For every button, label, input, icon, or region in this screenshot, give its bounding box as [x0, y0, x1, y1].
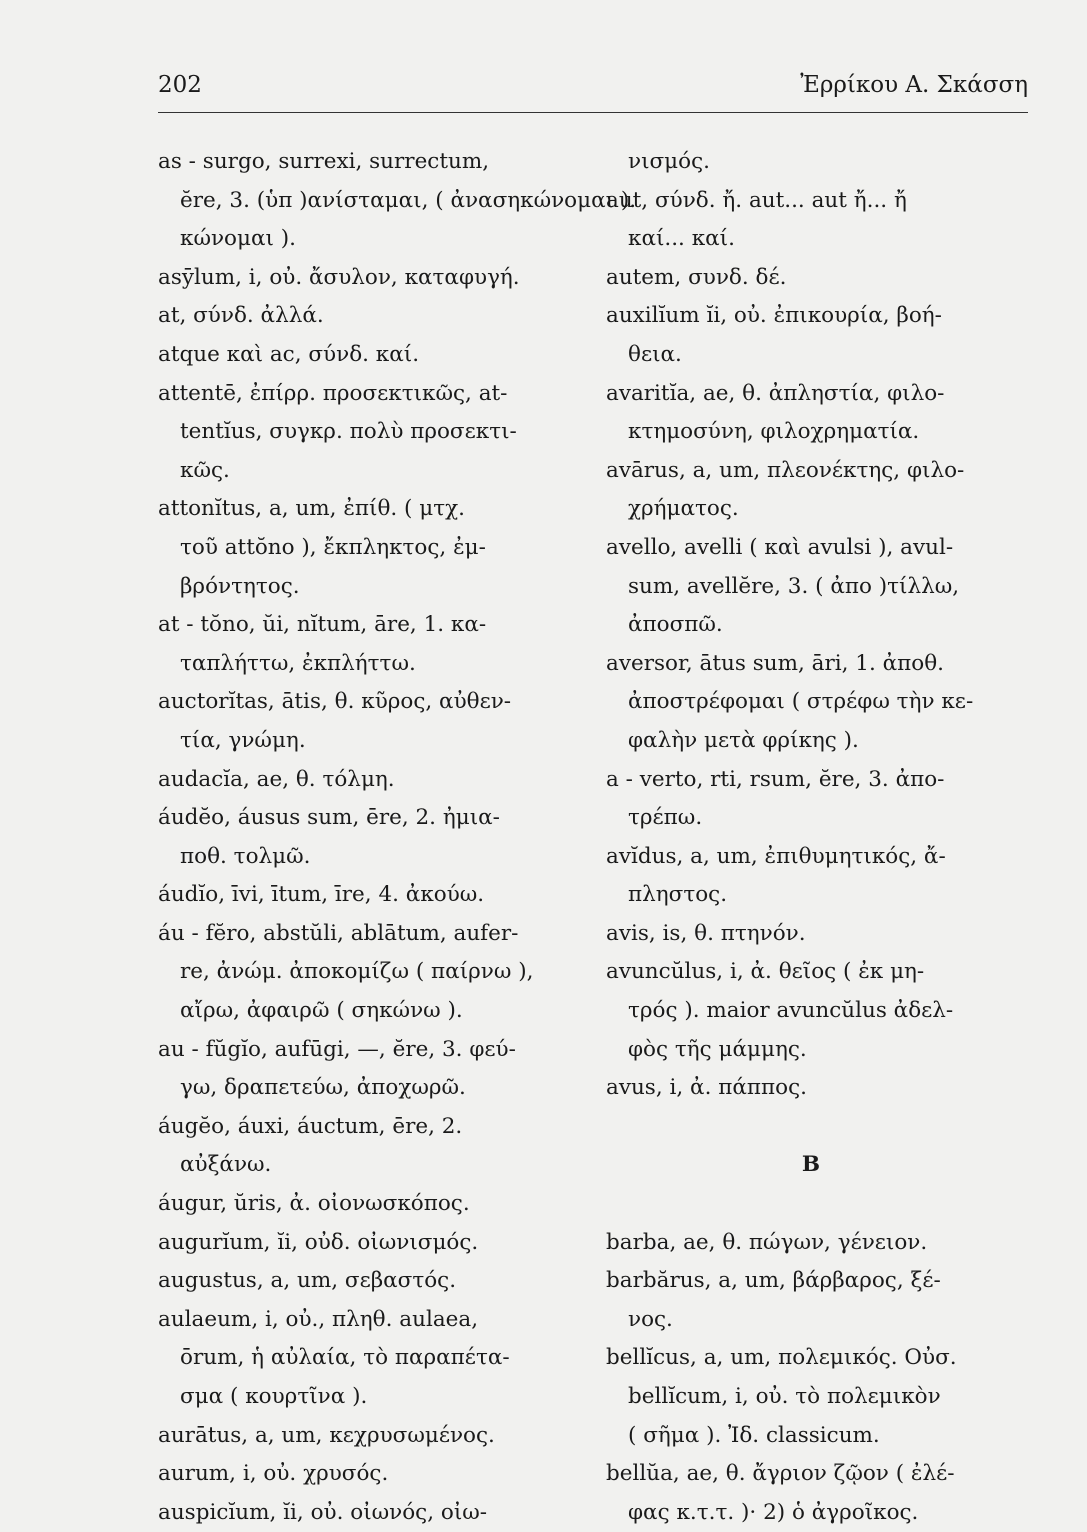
entry-line: aut, σύνδ. ἤ. aut... aut ἤ... ἤ	[606, 187, 907, 213]
right-column	[606, 143, 1026, 1532]
entry-line: bellĭcum, i, οὐ. τὸ πολεμικὸν	[628, 1384, 941, 1409]
entry-line: aversor, ātus sum, āri, 1. ἀποθ.	[606, 650, 944, 676]
entry-line: τία, γνώμη.	[180, 727, 306, 753]
entry-line	[606, 1185, 1026, 1224]
entry-line: barba, ae, θ. πώγων, γένειον.	[606, 1229, 928, 1255]
entry-line: augustus, a, um, σεβαστός.	[158, 1268, 457, 1294]
entry-line: αἴρω, ἀφαιρῶ ( σηκώνω ).	[180, 998, 463, 1024]
section-letter: B	[801, 1152, 821, 1178]
entry-line: γω, δραπετεύω, ἀποχωρῶ.	[180, 1075, 466, 1101]
entry-line: áudĕo, áusus sum, ēre, 2. ἠμια-	[158, 805, 500, 831]
entry-line: τοῦ attŏno ), ἔκπληκτος, ἐμ-	[180, 534, 486, 560]
entry-line: χρήματος.	[628, 496, 739, 522]
entry-line: φαλὴν μετὰ φρίκης ).	[628, 727, 859, 753]
entry-line: autem, συνδ. δέ.	[606, 264, 787, 290]
entry-line: at - tŏno, ŭi, nĭtum, āre, 1. κα-	[158, 612, 487, 638]
entry-line: aurātus, a, um, κεχρυσωμένος.	[158, 1422, 495, 1448]
entry-line: avello, avelli ( καὶ avulsi ), avul-	[606, 534, 954, 560]
left-column	[158, 143, 637, 1532]
entry-line: ĕre, 3. (ὑπ )ανίσταμαι, ( ἀνασηκώνομαι ).	[180, 187, 637, 213]
entry-line: tentĭus, συγκρ. πολὺ προσεκτι-	[180, 419, 517, 445]
entry-line: τρέπω.	[628, 805, 703, 831]
entry-line: avus, i, ἀ. πάππος.	[606, 1075, 807, 1101]
entry-line: bellŭa, ae, θ. ἄγριον ζῷον ( ἐλέ-	[606, 1461, 955, 1487]
entry-line: ποθ. τολμῶ.	[180, 843, 311, 869]
entry-line: áugĕo, áuxi, áuctum, ēre, 2.	[158, 1113, 463, 1139]
page-number: 202	[158, 72, 202, 98]
entry-line: aurum, i, οὐ. χρυσός.	[158, 1461, 389, 1487]
entry-line: auctorĭtas, ātis, θ. κῦρος, αὐθεν-	[158, 689, 512, 715]
entry-line: attonĭtus, a, um, ἐπίθ. ( μτχ.	[158, 496, 466, 522]
entry-line: ōrum, ἡ αὐλαία, τὸ παραπέτα-	[180, 1345, 510, 1371]
entry-line: ἀποσπῶ.	[628, 612, 723, 638]
entry-line: avĭdus, a, um, ἐπιθυμητικός, ἄ-	[606, 843, 946, 869]
entry-line: ἀποστρέφομαι ( στρέφω τὴν κε-	[628, 689, 974, 715]
entry-line: φας κ.τ.τ. )· 2) ὁ ἀγροῖκος.	[628, 1499, 919, 1525]
page-header	[158, 72, 1028, 113]
entry-line: avis, is, θ. πτηνόν.	[606, 920, 806, 946]
entry-line: ταπλήττω, ἐκπλήττω.	[180, 650, 416, 676]
entry-line: aulaeum, i, οὐ., πληθ. aulaea,	[158, 1306, 479, 1332]
entry-line: áugur, ŭris, ἀ. οἰονωσκόπος.	[158, 1191, 470, 1217]
entry-line: áu - fĕro, abstŭli, ablātum, aufer-	[158, 920, 519, 946]
entry-line: πληστος.	[628, 882, 728, 908]
entry-line: κώνομαι ).	[180, 226, 296, 252]
entry-line: avuncŭlus, i, ἀ. θεῖος ( ἐκ μη-	[606, 959, 925, 985]
entry-line: κτημοσύνη, φιλοχρηματία.	[628, 419, 920, 445]
entry-line: au - fŭgĭo, aufūgi, —, ĕre, 3. φεύ-	[158, 1036, 516, 1062]
entry-line: ( σῆμα ). Ἰδ. classicum.	[628, 1422, 880, 1448]
entry-line: asȳlum, i, οὐ. ἄσυλον, καταφυγή.	[158, 264, 520, 290]
entry-line: νισμός.	[628, 149, 710, 174]
running-head: Ἐρρίκου Α. Σκάσση	[800, 72, 1028, 98]
entry-line: avārus, a, um, πλεονέκτης, φιλο-	[606, 457, 965, 483]
entry-line: καί... καί.	[628, 226, 735, 252]
entry-line: auxilĭum ĭi, οὐ. ἐπικουρία, βοή-	[606, 303, 942, 329]
entry-line: áudĭo, īvi, ītum, īre, 4. ἀκούω.	[158, 882, 485, 908]
entry-line: as - surgo, surrexi, surrectum,	[158, 149, 490, 174]
entry-line: βρόντητος.	[180, 573, 300, 599]
entry-line	[606, 1108, 1026, 1147]
entry-line: augurĭum, ĭi, οὐδ. οἰωνισμός.	[158, 1229, 479, 1255]
entry-line: re, ἀνώμ. ἀποκομίζω ( παίρνω ),	[180, 959, 534, 985]
entry-line: barbărus, a, um, βάρβαρος, ξέ-	[606, 1268, 941, 1294]
entry-line: bellĭcus, a, um, πολεμικός. Οὐσ.	[606, 1345, 957, 1371]
entry-line: audacĭa, ae, θ. τόλμη.	[158, 766, 395, 792]
entry-line: auspicĭum, ĭi, οὐ. οἰωνός, οἰω-	[158, 1499, 488, 1525]
entry-line: τρός ). maior avuncŭlus ἀδελ-	[628, 998, 954, 1024]
entry-line: attentē, ἐπίρρ. προσεκτικῶς, at-	[158, 380, 508, 406]
entry-line: θεια.	[628, 341, 682, 367]
entry-line: σμα ( κουρτῖνα ).	[180, 1384, 368, 1409]
entry-line: αὐξάνω.	[180, 1152, 272, 1178]
entry-line: avaritĭa, ae, θ. ἀπληστία, φιλο-	[606, 380, 945, 406]
entry-line: sum, avellĕre, 3. ( ἀπο )τίλλω,	[628, 573, 960, 599]
entry-line: at, σύνδ. ἀλλά.	[158, 303, 324, 329]
entry-line: a - verto, rti, rsum, ĕre, 3. ἀπο-	[606, 766, 945, 792]
entry-line: κῶς.	[180, 457, 230, 483]
entry-line: νος.	[628, 1306, 673, 1332]
entry-line: atque καὶ ac, σύνδ. καί.	[158, 341, 420, 367]
entry-line: φὸς τῆς μάμμης.	[628, 1036, 807, 1062]
